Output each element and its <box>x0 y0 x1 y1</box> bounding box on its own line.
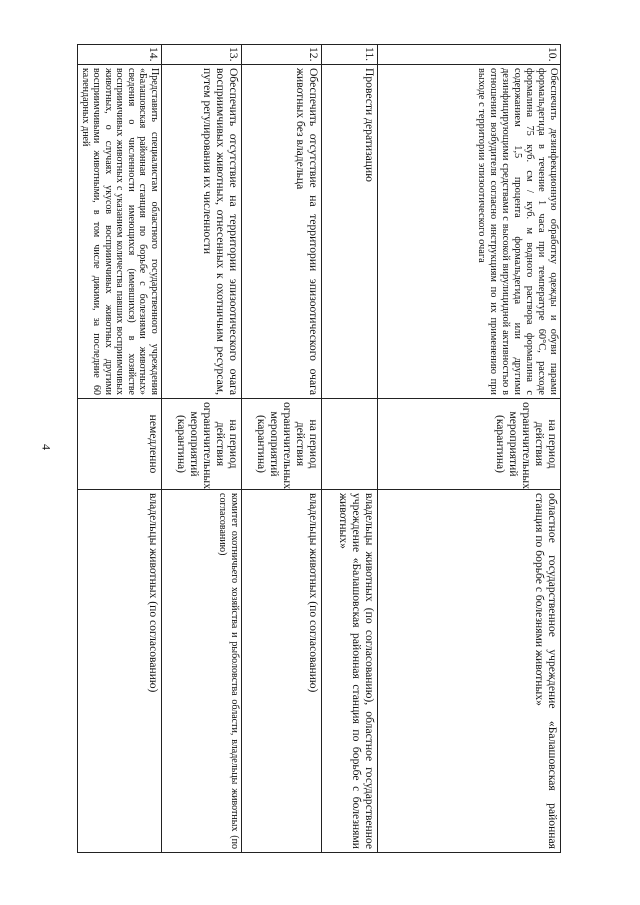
period-text: на период действия ограничительных мероприятий (карантина) <box>378 399 561 490</box>
measure-text: Обеспечить дезинфекционную обработку одежды и обуви парами формальдегида в течение 1 часа при температуре 60°С, расходе формалина 75 куб. см / куб. м водного раствора формалина с содержанием 1,5 процента формальдегида или другими дезинфицирующими средствами с высокой вирулицидной активностью в отношении возбудителя согласно инструкциям по их применению при выходе с территории эпизоотического очага <box>378 65 561 399</box>
table-row <box>162 45 242 853</box>
measures-table <box>80 44 561 852</box>
measure-text: Обеспечить отсутствие на территории эпизоотического очага животных без владельца <box>242 65 322 399</box>
period-text: на период действия ограничительных мероприятий (карантина) <box>162 399 242 490</box>
responsible-text: владельцы животных (по согласованию) <box>78 490 162 853</box>
table-row <box>378 45 561 853</box>
measure-text: Представить специалистам областного государственного учреждения «Балашовская районная станция по борьбе с болезнями животных» сведения о численности имеющихся (имевшихся) в хозяйстве восприимчивых животных с указанием количества павших восприимчивых животных, о случаях укусов восприимчивых животных другими восприимчивыми животными, в том числе дикими, за последние 60 календарных дней <box>78 65 162 399</box>
page-number: 4 <box>39 444 54 450</box>
responsible-text: владельцы животных (по согласованию) <box>242 490 322 853</box>
row-number: 14. <box>78 45 162 65</box>
period-text <box>322 399 378 490</box>
table-row <box>242 45 322 853</box>
measure-text: Провести дератизацию <box>322 65 378 399</box>
measures-grid <box>78 44 562 853</box>
period-text: на период действия ограничительных мероприятий (карантина) <box>242 399 322 490</box>
responsible-text: владельцы животных (по согласованию), областное государственное учреждение «Балашовская районная станция по борьбе с болезнями животных» <box>322 490 378 853</box>
table-row <box>78 45 162 853</box>
responsible-text: областное государственное учреждение «Балашовская районная станция по борьбе с болезнями животных» <box>378 490 561 853</box>
row-number: 11. <box>322 45 378 65</box>
row-number: 12. <box>242 45 322 65</box>
table-row <box>322 45 378 853</box>
measure-text: Обеспечить отсутствие на территории эпизоотического очага восприимчивых животных, отнесенных к охотничьим ресурсам, путем регулирования их численности <box>162 65 242 399</box>
responsible-text: комитет охотничьего хозяйства и рыболовства области, владельцы животных (по согласованию) <box>162 490 242 853</box>
row-number: 10. <box>378 45 561 65</box>
table-viewport <box>80 44 561 852</box>
period-text: немедленно <box>78 399 162 490</box>
row-number: 13. <box>162 45 242 65</box>
